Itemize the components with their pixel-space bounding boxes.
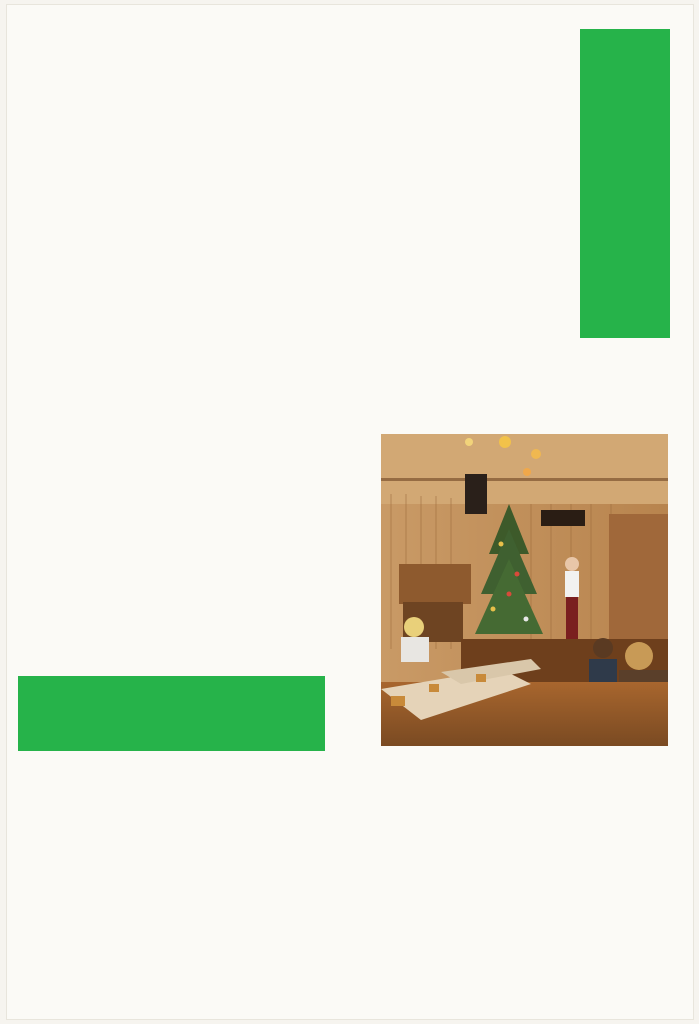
speaker-box	[465, 474, 487, 514]
event-photo	[381, 434, 668, 746]
green-sticker-top-right	[580, 29, 670, 338]
stage-sign	[541, 510, 585, 526]
green-sticker-bottom-left	[18, 676, 325, 751]
photo-scene	[381, 434, 668, 746]
